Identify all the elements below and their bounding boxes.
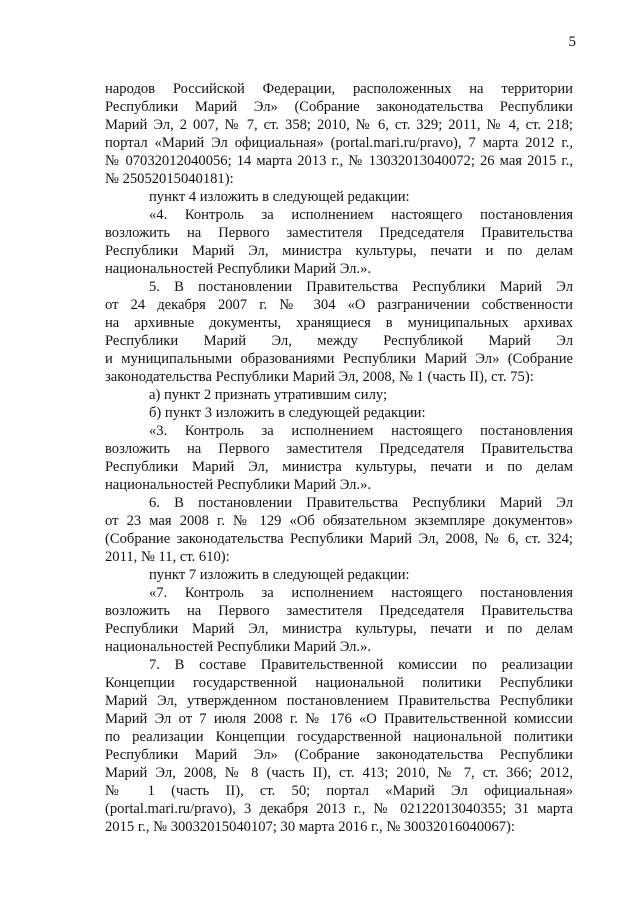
paragraph [105,656,573,836]
document-body [105,80,573,836]
text-line: (Собрание законодательства Республики Марий Эл, 2008, № 6, ст. 324; [105,531,573,547]
text-line: Марий Эл от 7 июля 2008 г. № 176 «О Правительственной комиссии [105,711,573,727]
text-line: «3. Контроль за исполнением настоящего постановления [149,423,573,439]
text-line: возложить на Первого заместителя Председателя Правительства [105,441,573,457]
text-line: № 07032012040056; 14 марта 2013 г., № 13032013040072; 26 мая 2015 г., [105,153,573,169]
text-line: 6. В постановлении Правительства Республики Марий Эл [149,495,573,511]
paragraph [105,80,573,188]
text-line: Республики Марий Эл, министра культуры, печати и по делам [105,243,573,259]
text-line: Концепции государственной национальной политики Республики [105,675,573,691]
text-line: национальностей Республики Марий Эл.». [105,639,372,655]
text-line: Марий Эл, 2 007, № 7, ст. 358; 2010, № 6, ст. 329; 2011, № 4, ст. 218; [105,117,573,133]
text-line: «7. Контроль за исполнением настоящего постановления [149,585,573,601]
text-line: от 24 декабря 2007 г. № 304 «О разграничении собственности [105,297,573,313]
paragraph [105,278,573,386]
text-line: и муниципальными образованиями Республики Марий Эл» (Собрание [105,351,573,367]
text-line: на архивные документы, хранящиеся в муниципальных архивах [105,315,573,331]
text-line: 5. В постановлении Правительства Республики Марий Эл [149,279,573,295]
text-line: от 23 мая 2008 г. № 129 «Об обязательном экземпляре документов» [105,513,573,529]
text-line: народов Российской Федерации, расположенных на территории [105,81,573,97]
paragraph [105,206,573,278]
text-line: Республики Марий Эл, министра культуры, печати и по делам [105,459,573,475]
text-line: возложить на Первого заместителя Председателя Правительства [105,225,573,241]
text-line: Марий Эл, 2008, № 8 (часть II), ст. 413; 2010, № 7, ст. 366; 2012, [105,765,573,781]
text-line: по реализации Концепции государственной национальной политики [105,729,573,745]
paragraph [105,584,573,656]
paragraph [105,404,573,422]
text-line: пункт 4 изложить в следующей редакции: [149,189,410,205]
text-line: (portal.mari.ru/pravo), 3 декабря 2013 г., № 02122013040355; 31 марта [105,801,573,817]
paragraph [105,386,573,404]
text-line: № 1 (часть II), ст. 50; портал «Марий Эл официальная» [105,783,573,799]
text-line: 2011, № 11, ст. 610): [105,549,230,565]
text-line: Республики Марий Эл» (Собрание законодательства Республики [105,747,573,763]
text-line: пункт 7 изложить в следующей редакции: [149,567,410,583]
text-line: 2015 г., № 30032015040107; 30 марта 2016 г., № 30032016040067): [105,819,515,835]
paragraph [105,566,573,584]
paragraph [105,422,573,494]
paragraph [105,494,573,566]
text-line: б) пункт 3 изложить в следующей редакции: [149,405,426,421]
text-line: национальностей Республики Марий Эл.». [105,261,372,277]
text-line: Республики Марий Эл, между Республикой Марий Эл [105,333,573,349]
text-line: Республики Марий Эл, министра культуры, печати и по делам [105,621,573,637]
text-line: законодательства Республики Марий Эл, 2008, № 1 (часть II), ст. 75): [105,369,534,385]
text-line: национальностей Республики Марий Эл.». [105,477,372,493]
text-line: Марий Эл, утвержденном постановлением Правительства Республики [105,693,573,709]
paragraph [105,188,573,206]
page-number: 5 [568,34,576,50]
text-line: возложить на Первого заместителя Председателя Правительства [105,603,573,619]
text-line: портал «Марий Эл официальная» (portal.mari.ru/pravo), 7 марта 2012 г., [105,135,573,151]
text-line: № 25052015040181): [105,171,234,187]
text-line: а) пункт 2 признать утратившим силу; [149,387,388,403]
text-line: «4. Контроль за исполнением настоящего постановления [149,207,573,223]
text-line: Республики Марий Эл» (Собрание законодательства Республики [105,99,573,115]
text-line: 7. В составе Правительственной комиссии по реализации [149,657,573,673]
